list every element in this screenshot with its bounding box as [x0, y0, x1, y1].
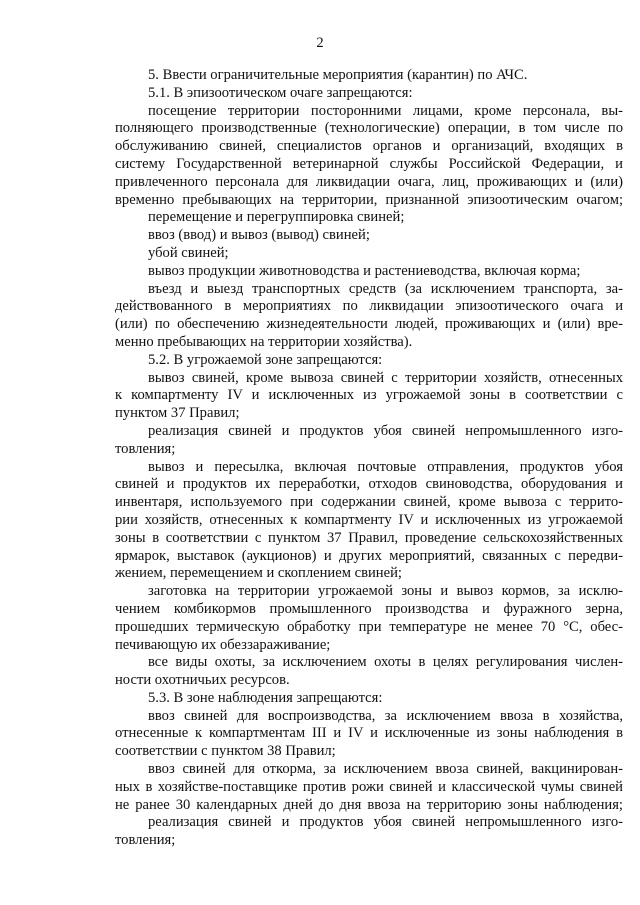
text-line: систему Государственной ветеринарной службы Российской Федерации, и	[115, 155, 623, 172]
text-line: вывоз свиней, кроме вывоза свиней с территории хозяйств, отнесенных	[148, 369, 623, 386]
text-line: обслуживанию свиней, специалистов органов и организаций, входящих в	[115, 138, 623, 155]
text-line: зоны в соответствии с пунктом 37 Правил, проведение сельскохозяйственных	[115, 529, 623, 546]
text-line: въезд и выезд транспортных средств (за исключением транспорта, за-	[148, 280, 623, 297]
text-line: печивающую их обеззараживание;	[115, 636, 331, 653]
page-number: 2	[316, 35, 324, 51]
text-line: отнесенные к компартментам III и IV и исключенные из зоны наблюдения в	[115, 725, 623, 742]
text-line: к компартменту IV и исключенных из угрожаемой зоны в соответствии с	[115, 387, 623, 404]
text-line: жением, перемещением и скоплением свиней;	[115, 565, 402, 582]
text-line: ных в хозяйстве-поставщике против рожи свиней и классической чумы свиней	[115, 778, 623, 795]
text-line: не ранее 30 календарных дней до дня ввоза на территорию зоны наблюдения;	[115, 796, 623, 813]
text-line: вывоз и пересылка, включая почтовые отправления, продуктов убоя	[148, 458, 623, 475]
text-line: 5. Ввести ограничительные мероприятия (карантин) по АЧС.	[148, 67, 528, 83]
text-line: все виды охоты, за исключением охоты в целях регулирования числен-	[148, 654, 623, 671]
document-body	[115, 67, 623, 850]
text-line: привлеченного персонала для ликвидации очага, лиц, проживающих и (или)	[115, 173, 623, 190]
text-line: пунктом 37 Правил;	[115, 405, 240, 422]
text-line: действованного в мероприятиях по ликвидации эпизоотического очага и	[115, 298, 623, 315]
text-line: реализация свиней и продуктов убоя свиней непромышленного изго-	[148, 814, 623, 831]
text-line: 5.3. В зоне наблюдения запрещаются:	[148, 689, 383, 706]
text-line: менно пребывающих на территории хозяйства).	[115, 333, 413, 350]
text-line: товления;	[115, 440, 176, 457]
text-line: перемещение и перегруппировка свиней;	[148, 209, 405, 226]
text-line: товления;	[115, 832, 176, 849]
text-line: 5.1. В эпизоотическом очаге запрещаются:	[148, 84, 413, 101]
text-line: реализация свиней и продуктов убоя свиней непромышленного изго-	[148, 422, 623, 439]
text-line: свиней и продуктов их переработки, отходов свиноводства, оборудования и	[115, 476, 623, 493]
text-line: заготовка на территории угрожаемой зоны и вывоз кормов, за исклю-	[148, 583, 623, 600]
text-line: посещение территории посторонними лицами, кроме персонала, вы-	[148, 102, 623, 119]
text-line: рии хозяйств, отнесенных к компартменту IV и исключенных из угрожаемой	[115, 511, 623, 528]
text-line: убой свиней;	[148, 244, 229, 261]
text-line: ности охотничьих ресурсов.	[115, 672, 290, 689]
text-line: временно пребывающих на территории, признанной эпизоотическим очагом;	[115, 191, 623, 208]
text-line: чением комбикормов промышленного производства и фуражного зерна,	[115, 600, 623, 617]
text-line: 5.2. В угрожаемой зоне запрещаются:	[148, 351, 383, 368]
text-line: инвентаря, используемого при содержании свиней, кроме вывоза с террито-	[115, 494, 623, 511]
text-line: ввоз (ввод) и вывоз (вывод) свиней;	[148, 227, 370, 244]
text-line: ярмарок, выставок (аукционов) и других мероприятий, связанных с передви-	[115, 547, 623, 564]
text-line: (или) по обеспечению жизнедеятельности людей, проживающих и (или) вре-	[115, 316, 623, 333]
text-line: соответствии с пунктом 38 Правил;	[115, 743, 336, 760]
text-line: прошедших термическую обработку при температуре не менее 70 °С, обес-	[115, 618, 623, 635]
text-line: полняющего производственные (технологические) операции, в том числе по	[115, 120, 623, 137]
text-line: ввоз свиней для откорма, за исключением ввоза свиней, вакцинирован-	[148, 761, 623, 778]
text-line: ввоз свиней для воспроизводства, за исключением ввоза в хозяйства,	[148, 707, 623, 724]
text-line: вывоз продукции животноводства и растениеводства, включая корма;	[148, 262, 581, 279]
